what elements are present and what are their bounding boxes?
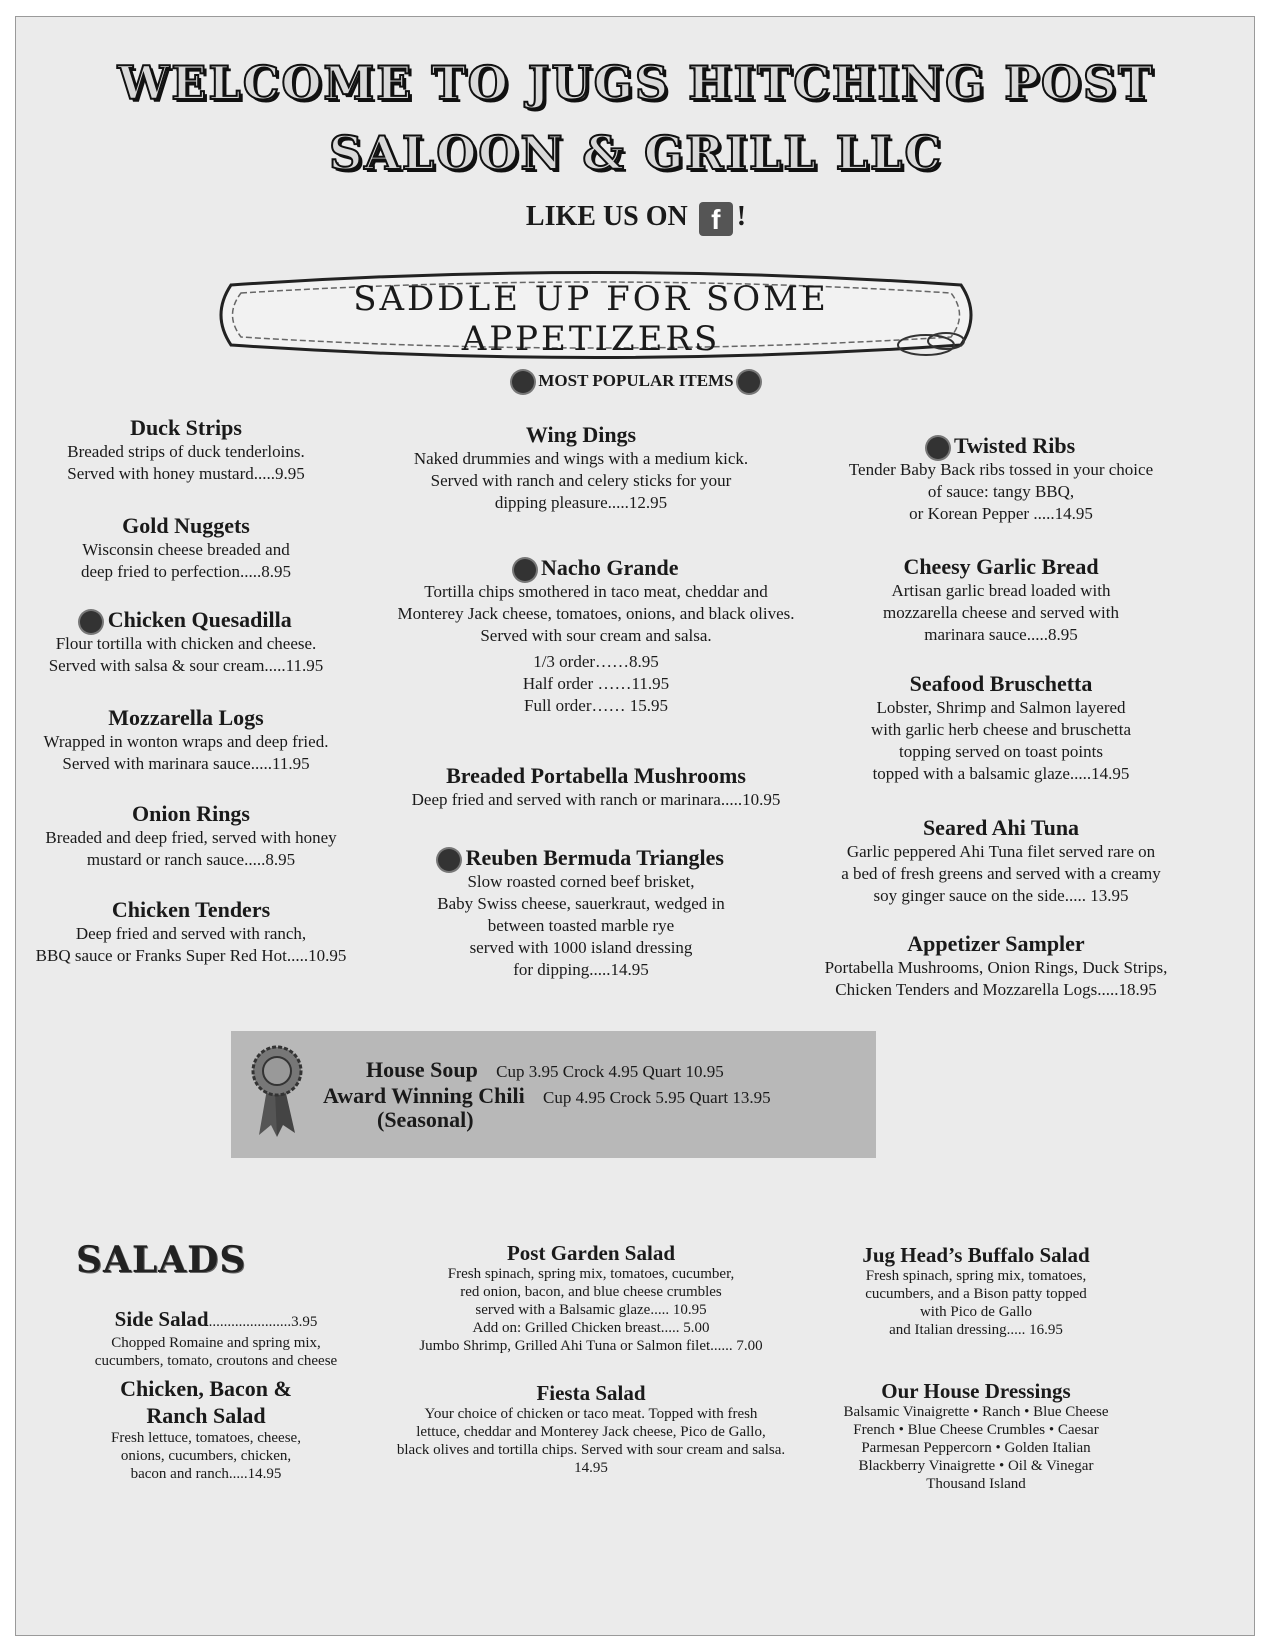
- item-desc: Wrapped in wonton wraps and deep fried.: [43, 732, 329, 751]
- item-name: Chicken Quesadilla: [107, 607, 292, 632]
- item-desc: and Italian dressing..... 16.95: [889, 1322, 1063, 1338]
- item-desc: topped with a balsamic glaze.....14.95: [872, 764, 1130, 783]
- item-desc: Fresh lettuce, tomatoes, cheese,: [111, 1430, 301, 1446]
- item-desc: red onion, bacon, and blue cheese crumbles: [460, 1284, 722, 1300]
- like-us-line: [16, 201, 1255, 236]
- item-desc: cucumbers, and a Bison patty topped: [865, 1286, 1087, 1302]
- menu-item-chicken-tenders: [16, 897, 366, 967]
- item-desc: Slow roasted corned beef brisket,: [467, 872, 695, 891]
- menu-item-chicken-bacon-ranch-salad: [56, 1375, 356, 1483]
- facebook-icon[interactable]: f: [699, 202, 733, 236]
- item-name: Fiesta Salad: [536, 1381, 646, 1405]
- item-name: Wing Dings: [525, 422, 637, 447]
- chili-prices: Cup 4.95 Crock 5.95 Quart 13.95: [543, 1088, 771, 1107]
- item-name: Side Salad: [114, 1307, 209, 1331]
- item-desc: topping served on toast points: [899, 742, 1103, 761]
- menu-item-post-garden-salad: [381, 1241, 801, 1355]
- item-desc: Lobster, Shrimp and Salmon layered: [876, 698, 1126, 717]
- title-line-1: WELCOME TO JUGS HITCHING POST: [117, 56, 1155, 110]
- item-desc: Tortilla chips smothered in taco meat, cheddar and: [424, 582, 768, 601]
- like-us-text: LIKE US ON: [525, 201, 688, 232]
- item-name: Chicken Tenders: [111, 897, 271, 922]
- menu-item-seared-ahi-tuna: [801, 815, 1201, 907]
- award-ribbon-icon: [249, 1045, 305, 1141]
- dressing-list-line: Balsamic Vinaigrette • Ranch • Blue Cheese: [843, 1404, 1109, 1420]
- item-name: Onion Rings: [132, 801, 250, 826]
- item-name: Mozzarella Logs: [108, 705, 264, 730]
- chili-line: [323, 1083, 771, 1109]
- item-desc: Chopped Romaine and spring mix,: [111, 1335, 321, 1351]
- item-price: 3.95: [291, 1314, 318, 1330]
- item-desc: Wisconsin cheese breaded and: [82, 540, 290, 559]
- popular-star-icon: [927, 437, 949, 459]
- item-desc: Baby Swiss cheese, sauerkraut, wedged in: [437, 894, 725, 913]
- item-desc: BBQ sauce or Franks Super Red Hot.....10.95: [35, 946, 347, 965]
- item-desc: Breaded and deep fried, served with honey: [45, 828, 337, 847]
- popular-star-icon: [738, 371, 760, 393]
- chili-name: Award Winning Chili: [323, 1083, 525, 1108]
- item-name: Jug Head’s Buffalo Salad: [862, 1243, 1090, 1267]
- item-name: Breaded Portabella Mushrooms: [446, 763, 746, 788]
- item-name: Gold Nuggets: [122, 513, 250, 538]
- menu-item-nacho-grande: [361, 555, 831, 717]
- item-desc: Breaded strips of duck tenderloins.: [67, 442, 305, 461]
- item-desc: Naked drummies and wings with a medium kick.: [413, 449, 749, 468]
- item-desc: Served with marinara sauce.....11.95: [62, 754, 310, 773]
- order-size: Half order ……11.95: [522, 674, 670, 693]
- most-popular-label: MOST POPULAR ITEMS: [538, 371, 734, 390]
- menu-item-fiesta-salad: [356, 1381, 826, 1477]
- order-size: Full order…… 15.95: [523, 696, 669, 715]
- like-us-suffix: !: [736, 201, 747, 232]
- item-desc: black olives and tortilla chips. Served with sour cream and salsa.: [396, 1442, 786, 1458]
- menu-item-onion-rings: [16, 801, 366, 871]
- item-desc: Garlic peppered Ahi Tuna filet served rare on: [846, 842, 1156, 861]
- item-desc: mustard or ranch sauce.....8.95: [86, 850, 296, 869]
- item-name: Nacho Grande: [541, 555, 679, 580]
- dressings-heading: Our House Dressings: [881, 1379, 1071, 1403]
- item-desc: 14.95: [574, 1460, 608, 1476]
- item-desc: of sauce: tangy BBQ,: [927, 482, 1075, 501]
- item-name: Seafood Bruschetta: [909, 671, 1093, 696]
- menu-page: [15, 16, 1255, 1636]
- item-desc: Flour tortilla with chicken and cheese.: [55, 634, 317, 653]
- item-desc: Served with salsa & sour cream.....11.95: [48, 656, 324, 675]
- menu-item-duck-strips: [16, 415, 356, 485]
- item-name-row: [16, 607, 356, 633]
- item-desc: with garlic herb cheese and bruschetta: [870, 720, 1132, 739]
- most-popular-legend: [16, 371, 1255, 393]
- item-desc: marinara sauce.....8.95: [924, 625, 1078, 644]
- item-desc: deep fried to perfection.....8.95: [80, 562, 292, 581]
- item-desc: Served with honey mustard.....9.95: [67, 464, 305, 483]
- item-desc: with Pico de Gallo: [919, 1304, 1033, 1320]
- item-name-row: [806, 433, 1196, 459]
- menu-item-twisted-ribs: [806, 433, 1196, 525]
- item-name: Ranch Salad: [146, 1403, 266, 1428]
- item-desc: Jumbo Shrimp, Grilled Ahi Tuna or Salmon filet...... 7.00: [419, 1338, 763, 1354]
- item-name-row: [56, 1307, 376, 1334]
- house-dressings: [796, 1379, 1156, 1493]
- item-name: Chicken, Bacon &: [120, 1376, 292, 1401]
- menu-item-portabella-mushrooms: [376, 763, 816, 811]
- item-desc: Served with sour cream and salsa.: [480, 626, 712, 645]
- item-desc: Deep fried and served with ranch or marinara.....10.95: [411, 790, 781, 809]
- item-desc: Tender Baby Back ribs tossed in your choice: [848, 460, 1154, 479]
- dressing-list-line: Blackberry Vinaigrette • Oil & Vinegar: [858, 1458, 1094, 1474]
- menu-item-appetizer-sampler: [786, 931, 1206, 1001]
- item-name: Cheesy Garlic Bread: [903, 554, 1099, 579]
- appetizers-banner-title: SADDLE UP FOR SOME APPETIZERS: [353, 279, 829, 359]
- item-desc: Monterey Jack cheese, tomatoes, onions, and black olives.: [397, 604, 795, 623]
- menu-item-wing-dings: [366, 422, 796, 514]
- item-name-row: [361, 555, 831, 581]
- menu-item-mozzarella-logs: [16, 705, 356, 775]
- salads-heading: SALADS: [76, 1239, 247, 1281]
- item-desc: dipping pleasure.....12.95: [494, 493, 668, 512]
- dressing-list-line: Parmesan Peppercorn • Golden Italian: [861, 1440, 1091, 1456]
- popular-star-icon: [80, 611, 102, 633]
- item-name: Seared Ahi Tuna: [922, 815, 1080, 840]
- item-desc: between toasted marble rye: [487, 916, 675, 935]
- menu-item-chicken-quesadilla: [16, 607, 356, 677]
- item-desc: Deep fried and served with ranch,: [75, 924, 307, 943]
- item-desc: for dipping.....14.95: [513, 960, 649, 979]
- item-desc: soy ginger sauce on the side..... 13.95: [873, 886, 1129, 905]
- item-desc: served with 1000 island dressing: [469, 938, 693, 957]
- menu-item-side-salad: [56, 1307, 376, 1370]
- item-desc: Portabella Mushrooms, Onion Rings, Duck Strips,: [824, 958, 1168, 977]
- order-size: 1/3 order……8.95: [533, 652, 659, 671]
- item-desc: served with a Balsamic glaze..... 10.95: [475, 1302, 707, 1318]
- item-name-row: [376, 845, 786, 871]
- menu-item-reuben-bermuda-triangles: [376, 845, 786, 981]
- item-desc: Fresh spinach, spring mix, tomatoes, cucumber,: [447, 1266, 735, 1282]
- item-desc: mozzarella cheese and served with: [883, 603, 1119, 622]
- item-desc: or Korean Pepper .....14.95: [909, 504, 1093, 523]
- seasonal-line: [377, 1107, 474, 1133]
- menu-item-cheesy-garlic-bread: [806, 554, 1196, 646]
- item-desc: cucumbers, tomato, croutons and cheese: [94, 1353, 338, 1369]
- title-line-2: SALOON & GRILL LLC: [328, 126, 944, 180]
- leader-dots: ......................: [208, 1314, 292, 1330]
- seasonal-label: (Seasonal): [377, 1107, 474, 1132]
- dressing-list-line: French • Blue Cheese Crumbles • Caesar: [853, 1422, 1099, 1438]
- item-desc: Artisan garlic bread loaded with: [891, 581, 1111, 600]
- menu-item-seafood-bruschetta: [806, 671, 1196, 785]
- house-soup-prices: Cup 3.95 Crock 4.95 Quart 10.95: [496, 1062, 724, 1081]
- item-desc: Chicken Tenders and Mozzarella Logs.....18.95: [835, 980, 1157, 999]
- item-desc: Served with ranch and celery sticks for your: [430, 471, 732, 490]
- item-desc: Add on: Grilled Chicken breast..... 5.00: [472, 1320, 710, 1336]
- item-desc: lettuce, cheddar and Monterey Jack cheese, Pico de Gallo,: [416, 1424, 766, 1440]
- item-desc: onions, cucumbers, chicken,: [120, 1448, 292, 1464]
- house-soup-name: House Soup: [366, 1057, 478, 1082]
- item-name: Post Garden Salad: [506, 1241, 676, 1265]
- soup-chili-box: [231, 1031, 876, 1158]
- house-soup-line: [366, 1057, 724, 1083]
- menu-item-buffalo-salad: [806, 1243, 1146, 1339]
- menu-item-gold-nuggets: [16, 513, 356, 583]
- popular-star-icon: [514, 559, 536, 581]
- dressing-list-line: Thousand Island: [926, 1476, 1026, 1492]
- item-desc: a bed of fresh greens and served with a creamy: [841, 864, 1161, 883]
- popular-star-icon: [512, 371, 534, 393]
- item-name: Duck Strips: [130, 415, 242, 440]
- item-desc: Fresh spinach, spring mix, tomatoes,: [865, 1268, 1087, 1284]
- item-name: Reuben Bermuda Triangles: [465, 845, 724, 870]
- popular-star-icon: [438, 849, 460, 871]
- item-name: Appetizer Sampler: [907, 931, 1085, 956]
- item-name: Twisted Ribs: [953, 433, 1076, 458]
- item-desc: Your choice of chicken or taco meat. Topped with fresh: [424, 1406, 758, 1422]
- item-desc: bacon and ranch.....14.95: [130, 1466, 282, 1482]
